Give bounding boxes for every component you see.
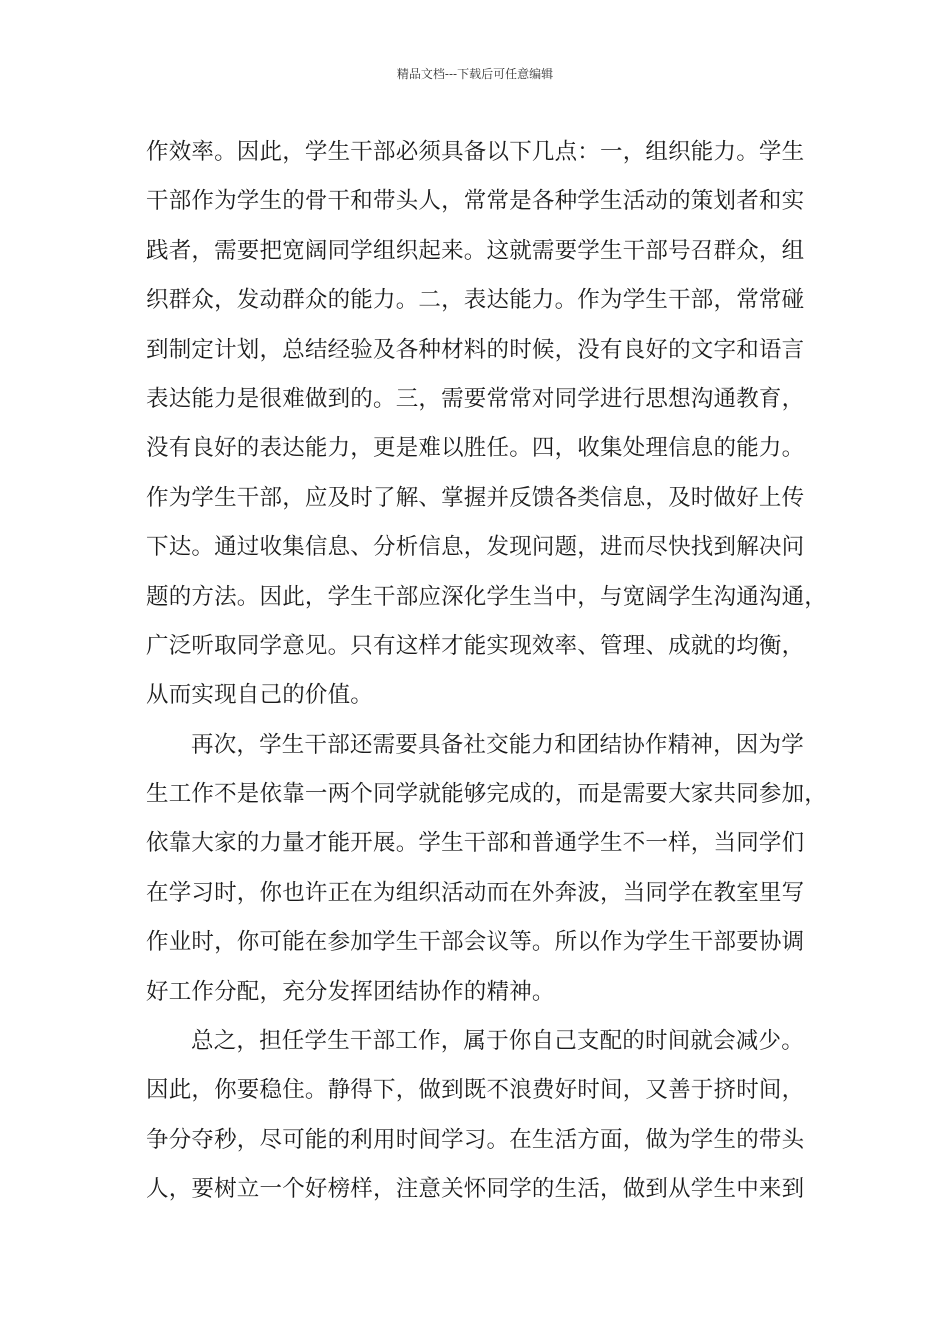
- text-line: 题的方法。因此，学生干部应深化学生当中，与宽阔学生沟通沟通，: [146, 583, 828, 610]
- text-line: 生工作不是依靠一两个同学就能够完成的，而是需要大家共同参加，: [146, 781, 828, 808]
- text-line: 作为学生干部，应及时了解、掌握并反馈各类信息，及时做好上传: [146, 484, 805, 511]
- paragraph-start-line: 再次，学生干部还需要具备社交能力和团结协作精神，因为学: [191, 731, 804, 758]
- text-line: 从而实现自己的价值。: [146, 682, 374, 709]
- text-line: 干部作为学生的骨干和带头人，常常是各种学生活动的策划者和实: [146, 188, 805, 215]
- text-line: 人，要树立一个好榜样，注意关怀同学的生活，做到从学生中来到: [146, 1176, 805, 1203]
- text-line: 织群众，发动群众的能力。二，表达能力。作为学生干部，常常碰: [146, 287, 805, 314]
- text-line: 践者，需要把宽阔同学组织起来。这就需要学生干部号召群众，组: [146, 237, 805, 264]
- text-line: 没有良好的表达能力，更是难以胜任。四，收集处理信息的能力。: [146, 435, 805, 462]
- text-line: 因此，你要稳住。静得下，做到既不浪费好时间，又善于挤时间，: [146, 1077, 805, 1104]
- text-line: 作效率。因此，学生干部必须具备以下几点：一，组织能力。学生: [146, 139, 805, 165]
- text-line: 争分夺秒，尽可能的利用时间学习。在生活方面，做为学生的带头: [146, 1126, 805, 1153]
- text-line: 在学习时，你也许正在为组织活动而在外奔波，当同学在教室里写: [146, 879, 805, 906]
- text-line: 下达。通过收集信息、分析信息，发现问题，进而尽快找到解决问: [146, 534, 805, 561]
- text-line: 表达能力是很难做到的。三，需要常常对同学进行思想沟通教育，: [146, 385, 805, 412]
- text-line: 依靠大家的力量才能开展。学生干部和普通学生不一样，当同学们: [146, 830, 805, 857]
- text-line: 到制定计划，总结经验及各种材料的时候，没有良好的文字和语言: [146, 336, 805, 363]
- text-line: 作业时，你可能在参加学生干部会议等。所以作为学生干部要协调: [146, 929, 805, 956]
- document-body: [146, 128, 828, 1215]
- page-header: 精品文档---下载后可任意编辑: [396, 67, 554, 81]
- text-line: 广泛听取同学意见。只有这样才能实现效率、管理、成就的均衡，: [146, 632, 805, 659]
- paragraph-start-line: 总之，担任学生干部工作，属于你自己支配的时间就会减少。: [191, 1028, 804, 1055]
- text-line: 好工作分配，充分发挥团结协作的精神。: [146, 978, 555, 1005]
